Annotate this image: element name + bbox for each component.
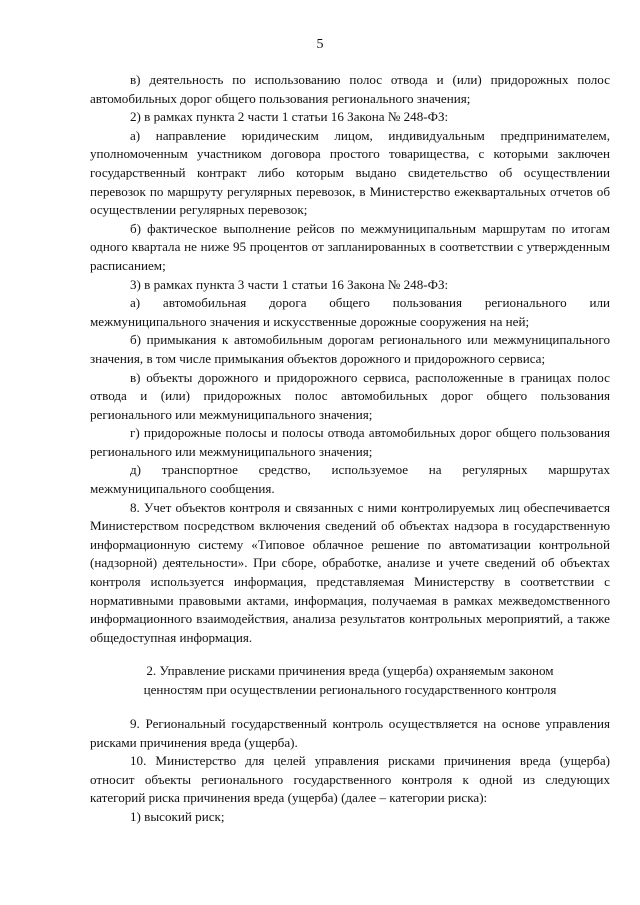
section-heading-line: 2. Управление рисками причинения вреда (ущерба) охраняемым законом	[146, 663, 554, 678]
section-heading	[90, 662, 610, 699]
paragraph: 2) в рамках пункта 2 части 1 статьи 16 Закона № 248-ФЗ:	[130, 109, 449, 125]
paragraph: 8. Учет объектов контроля и связанных с ними контролируемых лиц обеспечивается Министерством посредством включения сведений об объектах надзора в государственную информационную систему «Типовое облачное решение по автоматизации контрольной (надзорной) деятельности». При сборе, обработке, анализе и учете сведений об объектах контроля используется информация, представляемая Министерству в соответствии с нормативными правовыми актами, информация, получаемая в рамках межведомственного информационного взаимодействия, анализа результатов контрольных мероприятий, а также общедоступная информация.	[90, 499, 610, 645]
paragraph: б) примыкания к автомобильным дорогам регионального или межмуниципального значения, в том числе примыкания объектов дорожного и придорожного сервиса;	[90, 332, 610, 366]
paragraph: в) деятельность по использованию полос отвода и (или) придорожных полос автомобильных дорог общего пользования регионального значения;	[90, 72, 610, 106]
paragraph: 9. Региональный государственный контроль осуществляется на основе управления рисками причинения вреда (ущерба).	[90, 716, 610, 750]
document-body-continued	[90, 715, 610, 827]
paragraph: 10. Министерство для целей управления рисками причинения вреда (ущерба) относит объекты регионального государственного контроля к одной из следующих категорий риска причинения вреда (ущерба) (далее – категории риска):	[90, 753, 610, 806]
paragraph: а) направление юридическим лицом, индивидуальным предпринимателем, уполномоченным участником договора простого товарищества, с которыми заключен государственный контракт либо которым выдано свидетельство об осуществлении перевозок по маршруту регулярных перевозок, в Министерство ежеквартальных отчетов об осуществлении регулярных перевозок;	[90, 127, 610, 218]
document-body	[90, 71, 610, 647]
paragraph: а) автомобильная дорога общего пользования регионального или межмуниципального значения и искусственные дорожные сооружения на ней;	[90, 295, 610, 329]
paragraph: г) придорожные полосы и полосы отвода автомобильных дорог общего пользования регионального или межмуниципального значения;	[90, 425, 610, 459]
section-heading-line: ценностям при осуществлении регионального государственного контроля	[143, 681, 557, 697]
paragraph: д) транспортное средство, используемое на регулярных маршрутах межмуниципального сообщения.	[90, 462, 610, 497]
paragraph: б) фактическое выполнение рейсов по межмуниципальным маршрутам по итогам одного квартала не ниже 95 процентов от запланированных в соответствии с утвержденным расписанием;	[90, 220, 610, 273]
paragraph: 3) в рамках пункта 3 части 1 статьи 16 Закона № 248-ФЗ:	[130, 276, 449, 292]
paragraph: 1) высокий риск;	[130, 808, 225, 824]
page-number: 5	[316, 37, 324, 52]
paragraph: в) объекты дорожного и придорожного сервиса, расположенные в границах полос отвода и (или) придорожных полос автомобильных дорог общего пользования регионального или межмуниципального значения;	[90, 369, 610, 422]
